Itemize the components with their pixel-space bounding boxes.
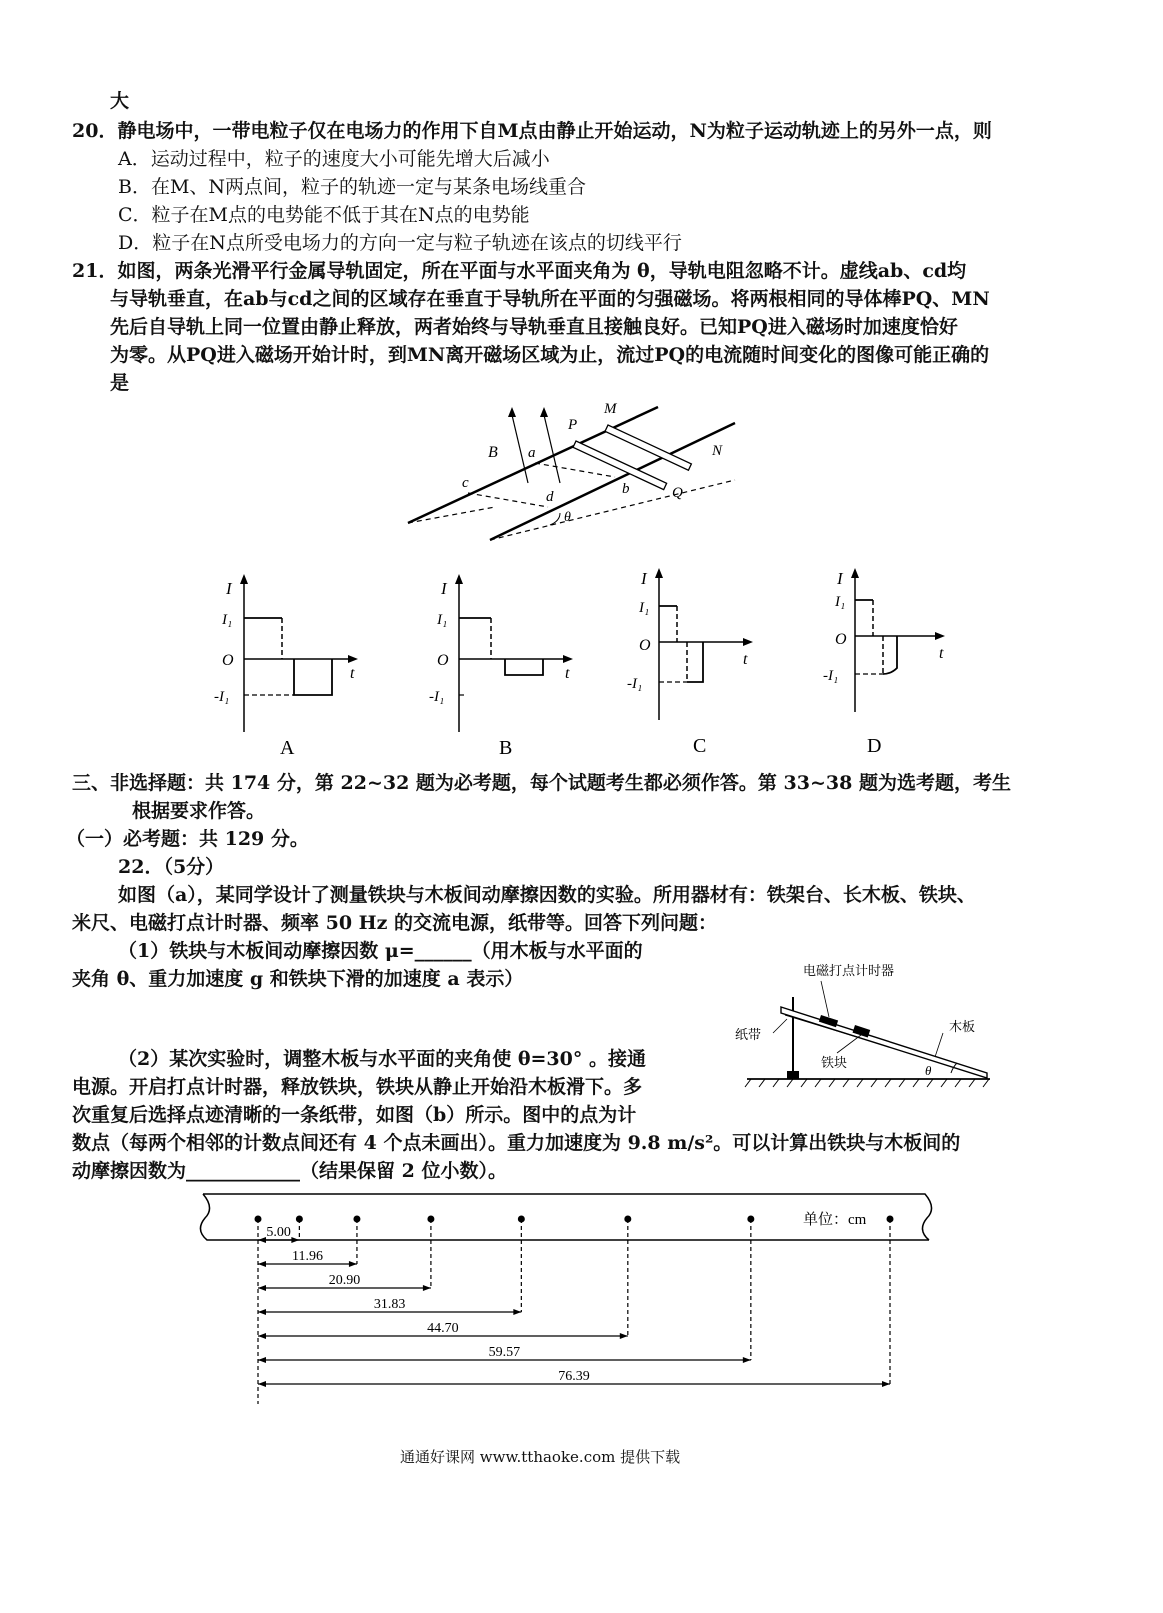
label-theta: θ bbox=[564, 510, 571, 525]
graph-c bbox=[615, 562, 775, 752]
question-22-line2: 米尺、电磁打点计时器、频率 50 Hz 的交流电源，纸带等。回答下列问题： bbox=[72, 912, 718, 934]
label-n: N bbox=[712, 443, 723, 459]
axis-i-label: I bbox=[837, 569, 843, 588]
q22-part1-line1: （1）铁块与木板间动摩擦因数 μ=______（用木板与水平面的 bbox=[118, 940, 643, 962]
graph-a bbox=[210, 570, 370, 760]
label-q: Q bbox=[672, 485, 683, 501]
q20-option-a: A．运动过程中，粒子的速度大小可能先增大后减小 bbox=[118, 148, 550, 170]
neg-i1-label: -I₁ bbox=[823, 668, 839, 684]
axis-i-label: I bbox=[441, 579, 447, 598]
dimension-label: 20.90 bbox=[328, 1273, 361, 1288]
axis-t-label: t bbox=[350, 665, 355, 682]
timer-label: 电磁打点计时器 bbox=[803, 963, 895, 978]
question-21-line2: 与导轨垂直，在ab与cd之间的区域存在垂直于导轨所在平面的匀强磁场。将两根相同的导体棒PQ、MN bbox=[110, 288, 990, 310]
graph-name-d: D bbox=[867, 735, 882, 752]
axis-i-label: I bbox=[226, 579, 232, 598]
graph-b bbox=[425, 570, 585, 760]
graph-name-b: B bbox=[499, 737, 513, 759]
q22-part1-line2: 夹角 θ、重力加速度 g 和铁块下滑的加速度 a 表示） bbox=[72, 968, 524, 990]
q22-part2-line5: 动摩擦因数为____________（结果保留 2 位小数）。 bbox=[72, 1160, 507, 1182]
axis-i-label: I bbox=[641, 569, 647, 588]
question-21-line4: 为零。从PQ进入磁场开始计时，到MN离开磁场区域为止，流过PQ的电流随时间变化的图像可能正确的 bbox=[110, 344, 990, 366]
paper-tape-figure bbox=[195, 1190, 945, 1420]
q22-part2-line3: 次重复后选择点迹清晰的一条纸带，如图（b）所示。图中的点为计 bbox=[72, 1104, 637, 1126]
label-d: d bbox=[546, 489, 554, 505]
block-label: 铁块 bbox=[821, 1055, 848, 1070]
graph-d bbox=[815, 562, 975, 752]
q22-part2-line4: 数点（每两个相邻的计数点间还有 4 个点未画出）。重力加速度为 9.8 m/s²。可以计算出铁块与木板间的 bbox=[72, 1132, 961, 1154]
dimension-label: 11.96 bbox=[291, 1249, 323, 1264]
question-22-title: 22．（5分） bbox=[118, 856, 225, 878]
question-22-line1: 如图（a），某同学设计了测量铁块与木板间动摩擦因数的实验。所用器材有：铁架台、长木板、铁块、 bbox=[118, 884, 976, 906]
dimension-label: 44.70 bbox=[427, 1321, 459, 1336]
question-21-line3: 先后自导轨上同一位置由静止释放，两者始终与导轨垂直且接触良好。已知PQ进入磁场时加速度恰好 bbox=[110, 316, 958, 338]
axis-t-label: t bbox=[743, 651, 748, 668]
axis-t-label: t bbox=[565, 665, 570, 682]
incline-apparatus-figure bbox=[725, 945, 1005, 1095]
dimension-label: 5.00 bbox=[266, 1225, 291, 1240]
origin-label: O bbox=[437, 652, 449, 669]
label-b-field: B bbox=[488, 444, 498, 461]
origin-label: O bbox=[835, 631, 847, 648]
neg-i1-label: -I₁ bbox=[627, 676, 643, 692]
dimension-label: 59.57 bbox=[488, 1345, 521, 1360]
dimension-label: 76.39 bbox=[558, 1369, 590, 1384]
q20-option-c: C．粒子在M点的电势能不低于其在N点的电势能 bbox=[118, 204, 530, 226]
label-a: a bbox=[528, 445, 536, 461]
neg-i1-label: -I₁ bbox=[429, 689, 445, 705]
dimension-label: 31.83 bbox=[373, 1297, 406, 1312]
pos-i1-label: I₁ bbox=[835, 594, 846, 610]
origin-label: O bbox=[222, 652, 234, 669]
q20-option-d: D．粒子在N点所受电场力的方向一定与粒子轨迹在该点的切线平行 bbox=[118, 232, 682, 254]
board-label: 木板 bbox=[949, 1019, 976, 1034]
continued-text: 大 bbox=[110, 90, 130, 112]
tape-label: 纸带 bbox=[735, 1027, 762, 1042]
axis-t-label: t bbox=[939, 645, 944, 662]
graph-name-c: C bbox=[693, 735, 707, 752]
pos-i1-label: I₁ bbox=[222, 612, 233, 628]
pos-i1-label: I₁ bbox=[437, 612, 448, 628]
q22-part2-line2: 电源。开启打点计时器，释放铁块，铁块从静止开始沿木板滑下。多 bbox=[72, 1076, 643, 1098]
question-21-line1: 21．如图，两条光滑平行金属导轨固定，所在平面与水平面夹角为 θ，导轨电阻忽略不计。虚线ab、cd均 bbox=[72, 260, 967, 282]
section-required: （一）必考题：共 129 分。 bbox=[66, 828, 309, 850]
angle-theta-label: θ bbox=[925, 1063, 932, 1078]
graph-name-a: A bbox=[280, 737, 295, 759]
question-20: 20．静电场中，一带电粒子仅在电场力的作用下自M点由静止开始运动，N为粒子运动轨迹上的另外一点，则 bbox=[72, 120, 992, 142]
origin-label: O bbox=[639, 637, 651, 654]
label-c: c bbox=[462, 475, 469, 491]
label-b: b bbox=[622, 481, 630, 497]
rails-figure bbox=[400, 395, 750, 550]
neg-i1-label: -I₁ bbox=[214, 689, 230, 705]
section-3-line2: 根据要求作答。 bbox=[132, 800, 266, 822]
question-21-line5: 是 bbox=[110, 372, 130, 394]
q20-option-b: B．在M、N两点间，粒子的轨迹一定与某条电场线重合 bbox=[118, 176, 587, 198]
section-3-line1: 三、非选择题：共 174 分，第 22~32 题为必考题，每个试题考生都必须作答。第 33~38 题为选考题，考生 bbox=[72, 772, 1011, 794]
label-p: P bbox=[568, 417, 578, 433]
pos-i1-label: I₁ bbox=[639, 600, 650, 616]
q22-part2-line1: （2）某次实验时，调整木板与水平面的夹角使 θ=30° 。接通 bbox=[118, 1048, 646, 1070]
unit-label: 单位：cm bbox=[803, 1212, 867, 1228]
footer: 通通好课网 www.tthaoke.com 提供下载 bbox=[400, 1448, 681, 1466]
label-m: M bbox=[604, 401, 617, 417]
